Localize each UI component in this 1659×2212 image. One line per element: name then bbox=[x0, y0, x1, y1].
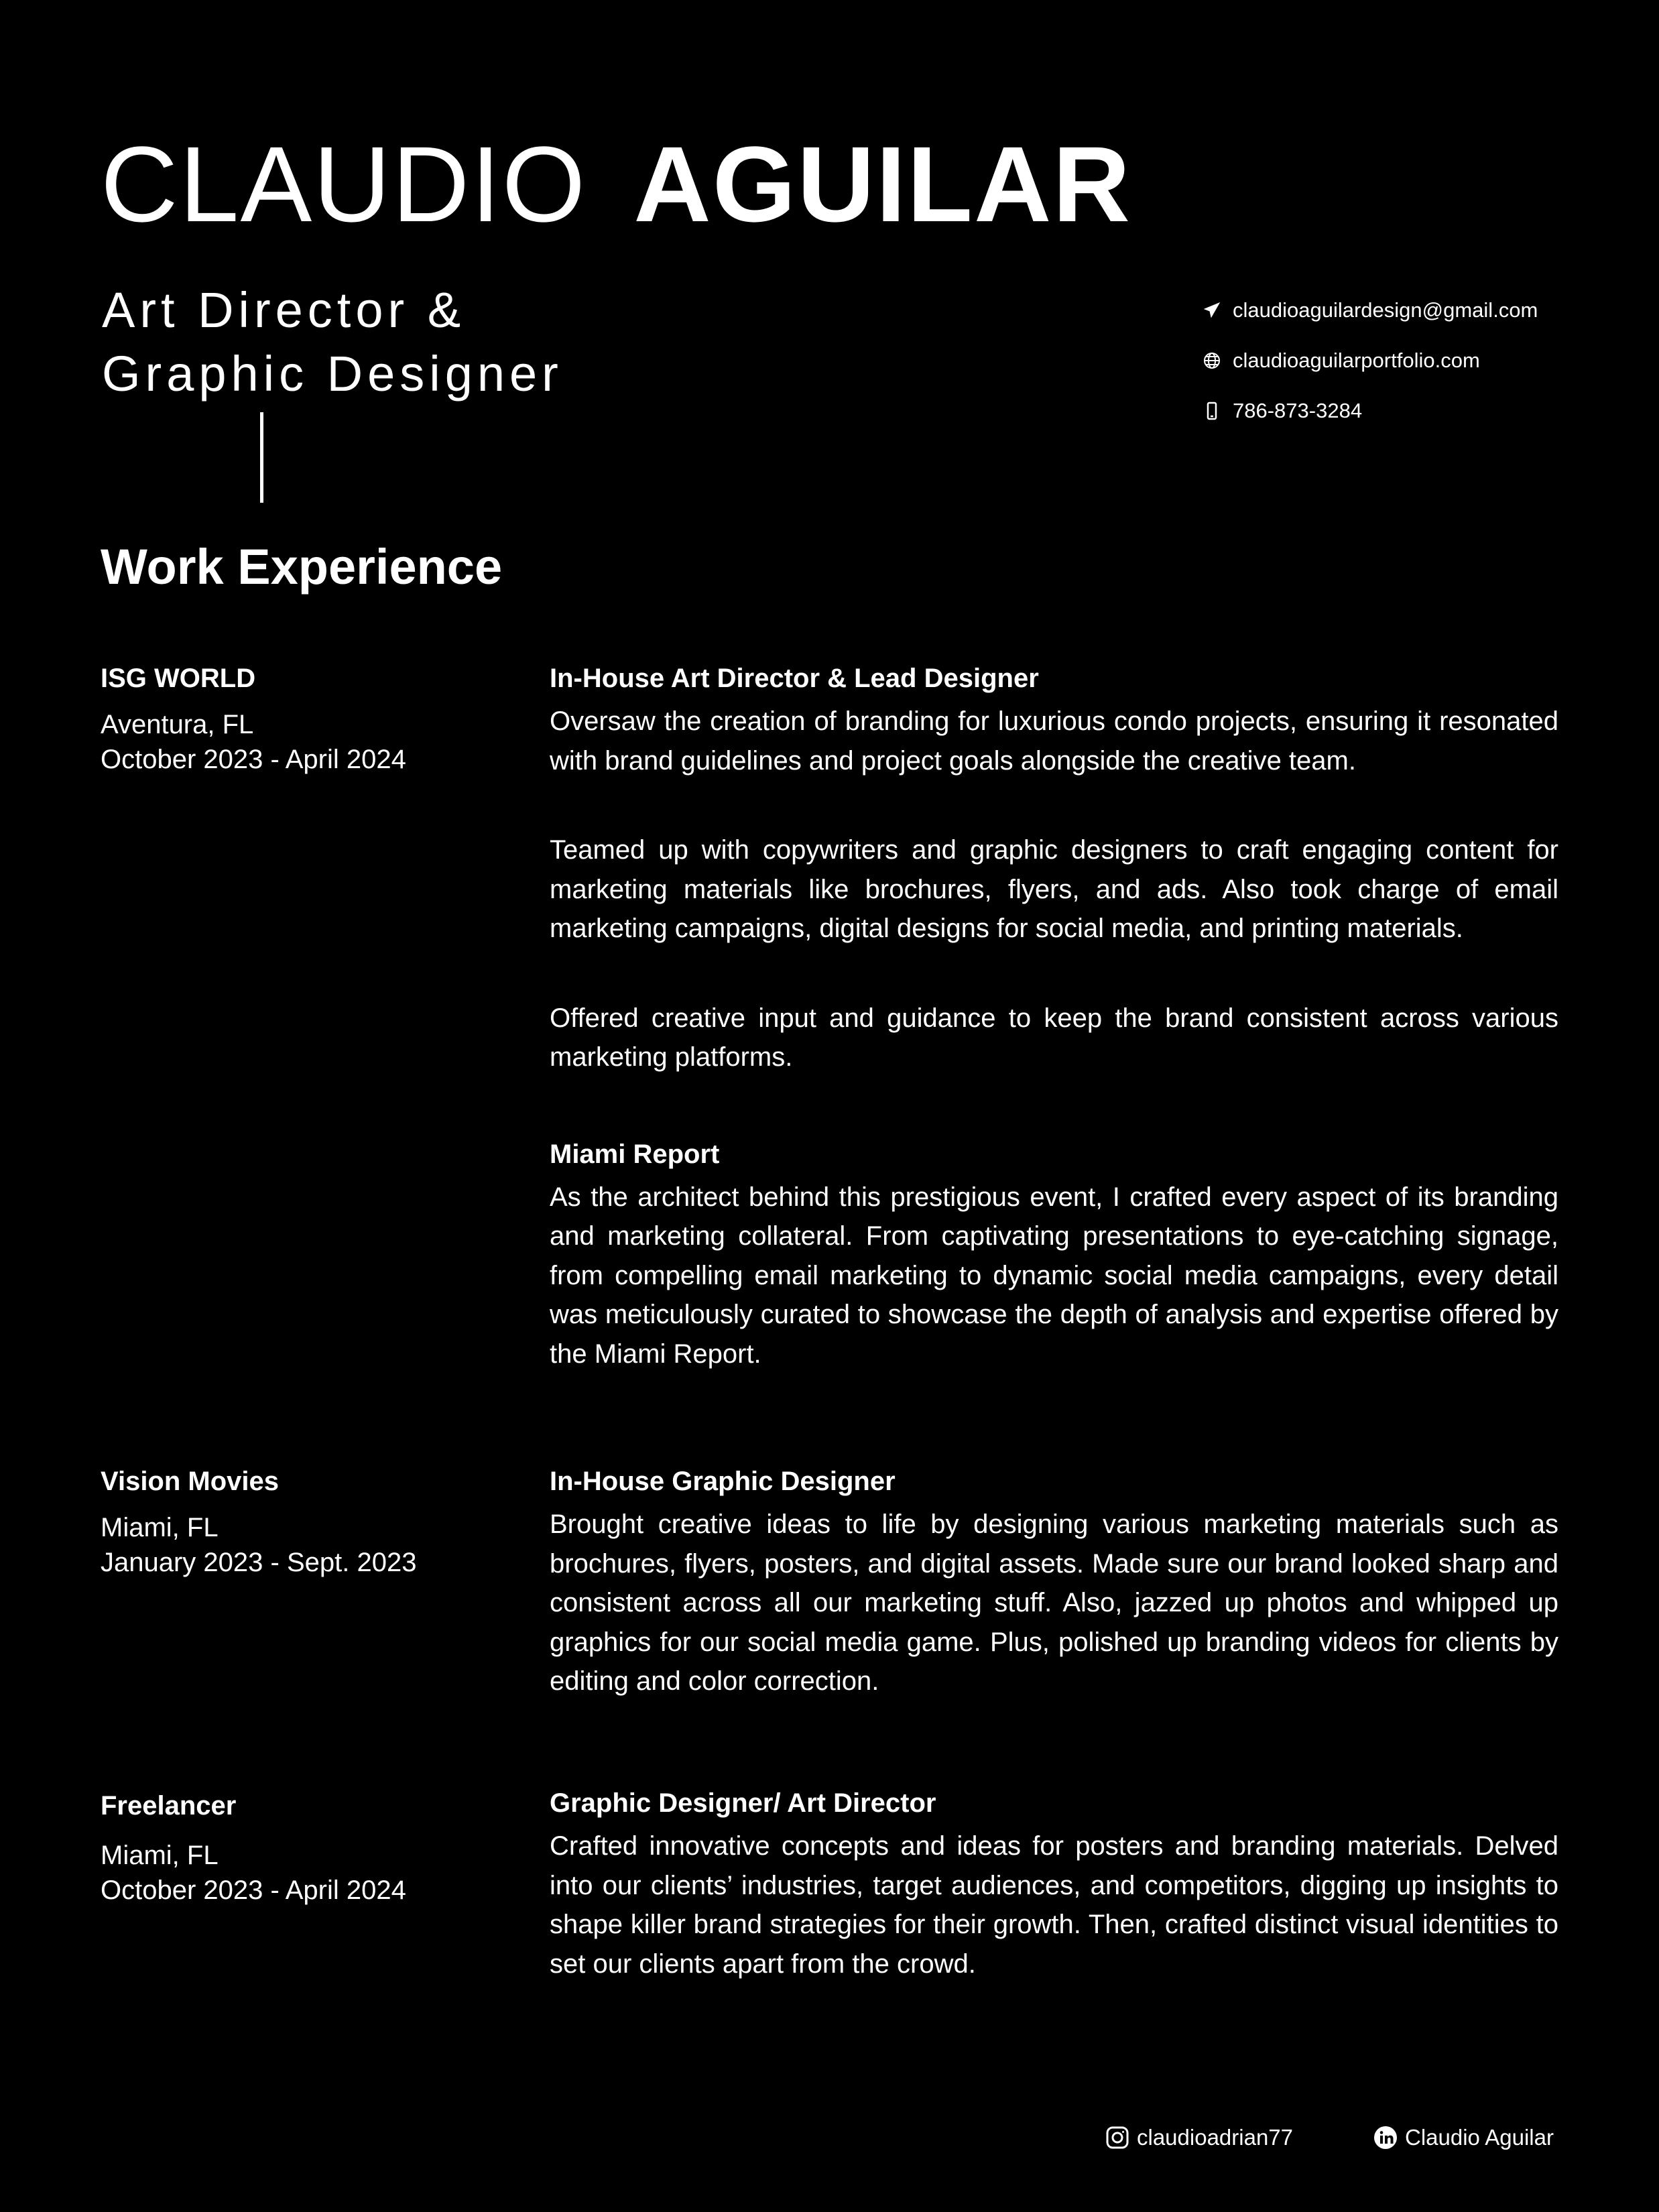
contact-email-text: claudioaguilardesign@gmail.com bbox=[1233, 298, 1538, 322]
linkedin-name: Claudio Aguilar bbox=[1405, 2125, 1554, 2150]
company-name: Freelancer bbox=[101, 1791, 237, 1821]
name-heading bbox=[101, 117, 1131, 251]
role-line-1: Art Director & bbox=[102, 282, 466, 338]
job-location: Miami, FL bbox=[101, 1513, 219, 1542]
job-details-freelancer bbox=[550, 1783, 1558, 1983]
instagram-icon bbox=[1105, 2125, 1130, 2150]
first-name: CLAUDIO bbox=[101, 124, 587, 244]
job-description-paragraph: Teamed up with copywriters and graphic designers to craft engaging content for marketing materials like brochures, flyers, and ads. Also took charge of email marketing campaigns, digital designs for social media, and printing materials. bbox=[550, 835, 1558, 943]
globe-icon bbox=[1203, 351, 1221, 371]
company-name: Vision Movies bbox=[101, 1467, 280, 1496]
job-location: Aventura, FL bbox=[101, 710, 254, 739]
vertical-divider bbox=[260, 412, 263, 503]
role-title bbox=[102, 278, 563, 406]
contact-website-text: claudioaguilarportfolio.com bbox=[1233, 348, 1480, 372]
job-description-paragraph: Offered creative input and guidance to keep the brand consistent across various marketing platforms. bbox=[550, 1003, 1558, 1072]
job-description-paragraph: Brought creative ideas to life by designing various marketing materials such as brochures, flyers, posters, and digital assets. Made sure our brand looked sharp and consistent across all our marketing stuff. Also, jazzed up photos and whipped up graphics for our social media game. Plus, polished up branding videos for clients by editing and color correction. bbox=[550, 1510, 1558, 1696]
job-location: Miami, FL bbox=[101, 1841, 219, 1870]
contact-phone-text: 786-873-3284 bbox=[1233, 398, 1363, 422]
job-meta-freelancer bbox=[101, 1786, 516, 1908]
subproject-description: As the architect behind this prestigious event, I crafted every aspect of its branding and marketing collateral. From captivating presentations to eye-catching signage, from compelling email marketing to dynamic social media campaigns, every detail was meticulously curated to showcase the depth of analysis and expertise offered by the Miami Report. bbox=[550, 1182, 1558, 1369]
social-instagram[interactable] bbox=[1105, 2125, 1293, 2150]
job-location-dates bbox=[101, 1838, 516, 1908]
job-details-isg-world bbox=[550, 658, 1558, 1373]
job-title: In-House Art Director & Lead Designer bbox=[550, 664, 1039, 693]
job-location-dates bbox=[101, 1510, 516, 1580]
social-linkedin[interactable] bbox=[1373, 2125, 1554, 2150]
job-title: In-House Graphic Designer bbox=[550, 1467, 896, 1496]
section-title-work-experience: Work Experience bbox=[101, 539, 503, 595]
subproject-title: Miami Report bbox=[550, 1139, 720, 1169]
linkedin-icon bbox=[1373, 2125, 1398, 2150]
contact-email[interactable] bbox=[1203, 285, 1579, 335]
job-description-paragraph: Crafted innovative concepts and ideas for posters and branding materials. Delved into our clients’ industries, target audiences, and competitors, digging up insights to shape killer brand strategies for their growth. Then, crafted distinct visual identities to set our clients apart from the crowd. bbox=[550, 1831, 1558, 1979]
job-details-vision-movies bbox=[550, 1461, 1558, 1701]
job-title: Graphic Designer/ Art Director bbox=[550, 1788, 936, 1818]
role-line-2: Graphic Designer bbox=[102, 346, 563, 402]
job-meta-vision-movies bbox=[101, 1461, 516, 1580]
job-location-dates bbox=[101, 707, 516, 777]
company-name: ISG WORLD bbox=[101, 664, 256, 693]
contact-phone[interactable] bbox=[1203, 385, 1579, 436]
job-dates: January 2023 - Sept. 2023 bbox=[101, 1548, 417, 1577]
job-dates: October 2023 - April 2024 bbox=[101, 745, 406, 774]
job-description-paragraph: Oversaw the creation of branding for luxurious condo projects, ensuring it resonated with brand guidelines and project goals alongside the creative team. bbox=[550, 706, 1558, 776]
phone-icon bbox=[1203, 401, 1221, 421]
contact-website[interactable] bbox=[1203, 335, 1579, 385]
last-name: AGUILAR bbox=[633, 124, 1132, 244]
contact-list bbox=[1203, 285, 1579, 436]
job-meta-isg-world bbox=[101, 658, 516, 777]
paper-plane-icon bbox=[1203, 300, 1221, 320]
job-dates: October 2023 - April 2024 bbox=[101, 1876, 406, 1905]
instagram-handle: claudioadrian77 bbox=[1137, 2125, 1294, 2150]
